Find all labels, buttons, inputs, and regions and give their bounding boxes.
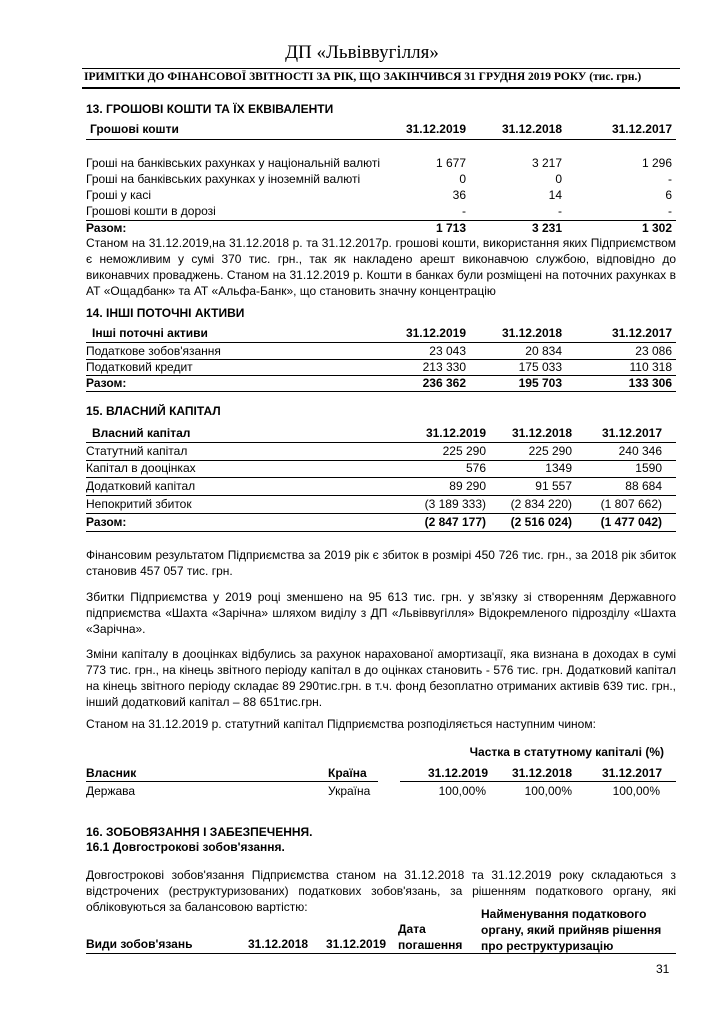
current-assets-header (86, 326, 676, 342)
equity-row-2017: 1590 (635, 461, 662, 475)
cash-header-2018: 31.12.2018 (501, 122, 562, 136)
cash-header-label: Грошові кошти (90, 122, 179, 136)
table-row (86, 461, 676, 477)
section-14-title: 14. ІНШІ ПОТОЧНІ АКТИВИ (86, 306, 245, 320)
equity-header-2018: 31.12.2018 (511, 426, 572, 440)
cash-header-2017: 31.12.2017 (611, 122, 672, 136)
liabilities-header-rule (86, 953, 676, 954)
cash-row-2018: 3 217 (531, 156, 562, 170)
share-header-country: Країна (328, 766, 367, 780)
cash-total-2017: 1 302 (641, 221, 672, 235)
equity-total-row (86, 515, 676, 531)
section-16-title: 16. ЗОБОВЯЗАННЯ І ЗАБЕЗПЕЧЕННЯ. (86, 825, 313, 839)
section-16-subtitle: 16.1 Довгострокові зобов'язання. (86, 840, 285, 854)
assets-row-2019: 213 330 (422, 360, 466, 374)
equity-row-label: Непокритий збиток (86, 497, 192, 511)
row-rule (86, 513, 676, 514)
cash-row-label: Гроші на банківських рахунках у іноземній валюті (86, 172, 361, 186)
equity-header-2017: 31.12.2017 (601, 426, 662, 440)
equity-row-2019: (3 189 333) (424, 497, 486, 511)
assets-row-label: Податковий кредит (86, 360, 193, 374)
header-rule-top (82, 68, 680, 69)
equity-paragraph-4: Станом на 31.12.2019 р. статутний капітал Підприємства розподіляється наступним чином: (86, 717, 596, 731)
assets-total-row (86, 376, 676, 392)
cash-row-2019: 36 (452, 188, 466, 202)
table-row (86, 344, 676, 360)
liabilities-header-2018: 31.12.2018 (248, 937, 309, 951)
equity-header-rule (86, 442, 676, 443)
equity-paragraph-2: Збитки Підприємства у 2019 році зменшено на 95 613 тис. грн. у зв'язку зі створенням Державного підприємства «Шахта «Зарічна» шляхом виділу з ДП «Львіввугілля» Відокремленого підрозділу «Шахта «Зарічна». (86, 590, 676, 636)
section-13-title: 13. ГРОШОВІ КОШТИ ТА ЇХ ЕКВІВАЛЕНТИ (86, 102, 334, 116)
equity-row-2018: 225 290 (528, 444, 572, 458)
equity-row-2017: (1 807 662) (600, 497, 662, 511)
share-rule-owner (86, 781, 378, 782)
share-2017: 100,00% (612, 784, 660, 798)
cash-row-2017: 6 (665, 188, 672, 202)
cash-row-2019: - (462, 204, 466, 218)
liabilities-paragraph: Довгострокові зобов'язання Підприємства станом на 31.12.2018 та 31.12.2019 року складаються з відстрочених (реструктуризованих) податкових зобов'язань, за рішенням податкового органу, які обліковуються за балансовою вартістю: (86, 868, 676, 914)
page-number: 31 (656, 962, 670, 976)
assets-row-2017: 110 318 (629, 360, 672, 374)
section-15-title: 15. ВЛАСНИЙ КАПІТАЛ (86, 404, 221, 418)
share-2019: 100,00% (438, 784, 486, 798)
assets-total-2019: 236 362 (422, 376, 466, 390)
cash-row-label: Гроші на банківських рахунках у національній валюті (86, 156, 381, 170)
cash-row-label: Гроші у касі (86, 188, 151, 202)
share-table-header (86, 766, 676, 782)
equity-row-label: Статутний капітал (86, 444, 188, 458)
liabilities-header-authority: Найменування податкового органу, який прийняв рішення про реструктуризацію (481, 907, 662, 953)
cash-table-header (86, 122, 676, 138)
assets-row-2018: 20 834 (525, 344, 562, 358)
cash-header-2019: 31.12.2019 (405, 122, 466, 136)
table-row (86, 784, 676, 800)
equity-total-2019: (2 847 177) (424, 515, 486, 529)
cash-row-2017: - (668, 172, 672, 186)
table-row (86, 172, 676, 188)
equity-total-label: Разом: (86, 515, 127, 529)
equity-row-2019: 89 290 (449, 479, 486, 493)
assets-row-2019: 23 043 (429, 344, 466, 358)
table-row (86, 188, 676, 204)
equity-row-label: Капітал в дооцінках (86, 461, 196, 475)
share-2018: 100,00% (524, 784, 572, 798)
table-row (86, 156, 676, 172)
cash-row-2017: 1 296 (641, 156, 672, 170)
assets-row-2017: 23 086 (635, 344, 672, 358)
row-rule (86, 495, 676, 496)
equity-row-2017: 88 684 (625, 479, 662, 493)
assets-header-rule (86, 342, 676, 343)
equity-row-2018: 91 557 (535, 479, 572, 493)
assets-total-2017: 133 306 (628, 376, 672, 390)
equity-row-label: Додатковий капітал (86, 479, 196, 493)
assets-header-label: Інші поточні активи (92, 326, 208, 340)
share-header-2019: 31.12.2019 (427, 766, 488, 780)
assets-header-2018: 31.12.2018 (501, 326, 562, 340)
share-owner: Держава (86, 784, 136, 798)
cash-row-label: Грошові кошти в дорозі (86, 204, 216, 218)
equity-row-2019: 576 (465, 461, 486, 475)
cash-row-2019: 0 (459, 172, 466, 186)
header-rule-bottom (82, 87, 680, 89)
cash-row-2019: 1 677 (435, 156, 466, 170)
cash-note: Станом на 31.12.2019,на 31.12.2018 р. та 31.12.2017р. грошові кошти, використання яких Підприємством є неможливим у сумі 370 тис. грн., так як накладено арешт виконавчою службою, відповідно до виконавчих проваджень. Станом на 31.12.2019 р. Кошти в банках були розміщені на поточних рахунках в АТ «Ощадбанк» та АТ «Альфа-Банк», що становить значну концентрацію (86, 236, 676, 298)
report-subtitle: ІРИМІТКИ ДО ФІНАНСОВОЇ ЗВІТНОСТІ ЗА РІК, ЩО ЗАКІНЧИВСЯ 31 ГРУДНЯ 2019 РОКУ (тис. грн.) (84, 71, 642, 83)
cash-row-2018: 14 (548, 188, 562, 202)
equity-total-2018: (2 516 024) (510, 515, 572, 529)
share-header-2018: 31.12.2018 (511, 766, 572, 780)
cash-total-label: Разом: (86, 221, 127, 235)
liabilities-header-type: Види зобов'язань (86, 937, 193, 951)
assets-row-label: Податкове зобов'язання (86, 344, 221, 358)
cash-header-rule (86, 139, 676, 140)
equity-row-2019: 225 290 (442, 444, 486, 458)
equity-total-2017: (1 477 042) (600, 515, 662, 529)
equity-paragraph-3: Зміни капіталу в дооцінках відбулись за рахунок нарахованої амортизації, яка визнана в доходах в сумі 773 тис. грн., на кінець звітного періоду капітал в до оцінках становить - 576 тис. грн. Додатковий капітал на кінець звітного періоду складає 89 290тис.грн. в т.ч. фонд безоплатно отриманих активів 639 тис. грн., інший додатковий капітал – 88 651тис.грн. (86, 647, 676, 709)
share-rule-values (400, 781, 676, 782)
equity-header (86, 426, 676, 442)
company-title: ДП «Львіввугілля» (285, 42, 439, 63)
row-rule (86, 477, 676, 478)
table-row (86, 204, 676, 220)
share-header-2017: 31.12.2017 (601, 766, 662, 780)
equity-paragraph-1: Фінансовим результатом Підприємства за 2019 рік є збиток в розмірі 450 726 тис. грн., за 2018 рік збиток становив 457 057 тис. грн. (86, 548, 676, 578)
equity-row-2017: 240 346 (618, 444, 662, 458)
assets-total-2018: 195 703 (518, 376, 562, 390)
liabilities-header-2019: 31.12.2019 (326, 937, 387, 951)
cash-row-2018: - (558, 204, 562, 218)
equity-total-rule (86, 531, 676, 532)
assets-total-label: Разом: (86, 376, 127, 390)
table-row (86, 479, 676, 495)
liabilities-header-date: Дата погашення (398, 922, 463, 952)
assets-header-2019: 31.12.2019 (405, 326, 466, 340)
equity-row-2018: (2 834 220) (510, 497, 572, 511)
equity-header-label: Власний капітал (92, 426, 191, 440)
table-row (86, 444, 676, 460)
cash-total-2018: 3 231 (531, 221, 562, 235)
share-header-owner: Власник (86, 766, 137, 780)
cash-row-2018: 0 (555, 172, 562, 186)
assets-header-2017: 31.12.2017 (611, 326, 672, 340)
table-row (86, 360, 676, 376)
cash-row-2017: - (668, 204, 672, 218)
share-country: Україна (328, 784, 371, 798)
share-table-title: Частка в статутному капіталі (%) (469, 745, 664, 759)
table-row (86, 497, 676, 513)
cash-total-2019: 1 713 (435, 221, 466, 235)
equity-row-2018: 1349 (545, 461, 572, 475)
assets-row-2018: 175 033 (518, 360, 562, 374)
assets-total-rule (86, 391, 676, 392)
equity-header-2019: 31.12.2019 (425, 426, 486, 440)
